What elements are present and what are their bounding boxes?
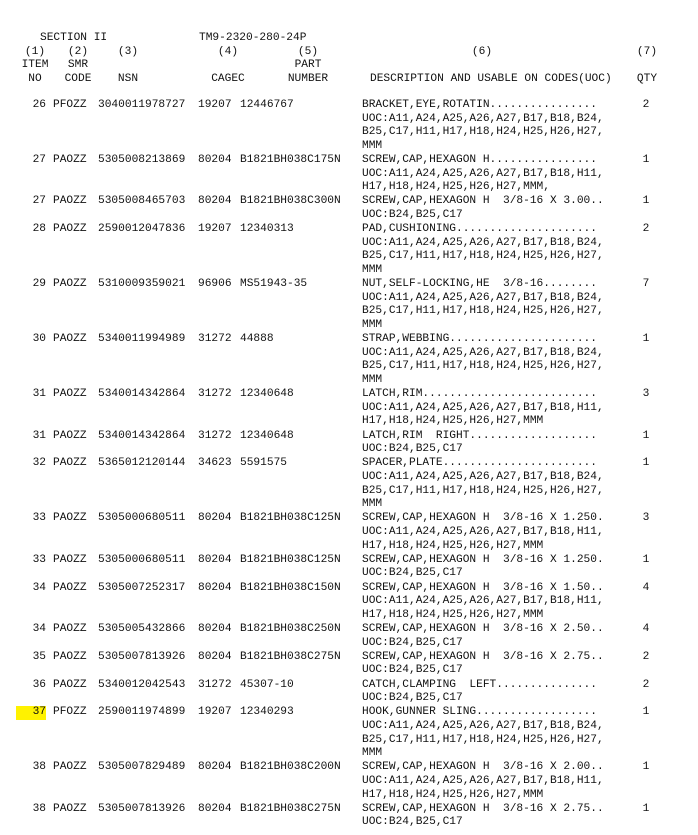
nsn: 5340014342864 xyxy=(98,388,186,401)
smr-code: PAOZZ xyxy=(53,388,87,401)
item-number: 31 xyxy=(32,429,46,442)
description: BRACKET,EYE,ROTATIN................ xyxy=(362,99,597,111)
usable-on-codes: MMM xyxy=(362,747,383,760)
col4-label: CAGEC xyxy=(211,73,245,85)
quantity: 4 xyxy=(642,623,650,635)
nsn: 5305007829489 xyxy=(98,761,186,774)
nsn: 3040011978727 xyxy=(98,99,186,111)
nsn: 5305000680511 xyxy=(98,512,186,525)
usable-on-codes: H17,H18,H24,H25,H26,H27,MMM xyxy=(362,539,544,552)
usable-on-codes: H17,H18,H24,H25,H26,H27,MMM xyxy=(362,788,544,801)
table-row xyxy=(0,554,698,581)
item-number: 29 xyxy=(32,278,46,291)
col5-label-line2: PART xyxy=(294,59,322,71)
col1-label-line3: NO xyxy=(28,73,42,85)
nsn: 5340012042543 xyxy=(98,678,186,691)
part-number: B1821BH038C175N xyxy=(240,154,341,166)
smr-code: PAOZZ xyxy=(53,429,87,442)
usable-on-codes: MMM xyxy=(362,263,383,276)
smr-code: PAOZZ xyxy=(53,761,87,774)
item-number: 26 xyxy=(32,99,46,111)
description: LATCH,RIM.......................... xyxy=(362,388,597,401)
part-number: 45307-10 xyxy=(240,678,294,691)
description: SCREW,CAP,HEXAGON H 3/8-16 X 1.250. xyxy=(362,512,604,525)
table-row xyxy=(0,582,698,623)
usable-on-codes: UOC:B24,B25,C17 xyxy=(362,208,463,221)
cage-code: 80204 xyxy=(198,650,232,663)
usable-on-codes: UOC:A11,A24,A25,A26,A27,B17,B18,B24, xyxy=(362,236,604,249)
col5-label-line3: NUMBER xyxy=(287,73,329,85)
description: SCREW,CAP,HEXAGON H 3/8-16 X 2.75.. xyxy=(362,802,604,815)
item-number: 34 xyxy=(32,623,46,635)
manual-number: TM9-2320-280-24P xyxy=(199,32,307,44)
smr-code: PAOZZ xyxy=(53,333,87,346)
usable-on-codes: B25,C17,H11,H17,H18,H24,H25,H26,H27, xyxy=(362,484,604,497)
smr-code: PAOZZ xyxy=(53,623,87,635)
usable-on-codes: UOC:A11,A24,A25,A26,A27,B17,B18,H11, xyxy=(362,401,604,414)
nsn: 5305000680511 xyxy=(98,553,186,566)
description: SCREW,CAP,HEXAGON H 3/8-16 X 3.00.. xyxy=(362,195,604,208)
nsn: 5305007813926 xyxy=(98,650,186,663)
part-number: B1821BH038C125N xyxy=(240,553,341,566)
usable-on-codes: UOC:B24,B25,C17 xyxy=(362,567,463,580)
part-number: B1821BH038C275N xyxy=(240,802,341,815)
table-row xyxy=(0,761,698,802)
col5-number: (5) xyxy=(297,46,319,58)
usable-on-codes: MMM xyxy=(362,498,383,511)
cage-code: 80204 xyxy=(198,761,232,774)
nsn: 5340014342864 xyxy=(98,429,186,442)
part-number: B1821BH038C300N xyxy=(240,195,341,208)
smr-code: PAOZZ xyxy=(53,650,87,663)
quantity: 1 xyxy=(642,706,650,719)
usable-on-codes: UOC:B24,B25,C17 xyxy=(362,636,463,649)
usable-on-codes: UOC:A11,A24,A25,A26,A27,B17,B18,B24, xyxy=(362,470,604,483)
table-row xyxy=(0,195,698,222)
usable-on-codes: UOC:A11,A24,A25,A26,A27,B17,B18,H11, xyxy=(362,774,604,787)
cage-code: 80204 xyxy=(198,195,232,208)
usable-on-codes: UOC:B24,B25,C17 xyxy=(362,443,463,456)
quantity: 3 xyxy=(642,512,650,525)
table-row xyxy=(0,623,698,650)
usable-on-codes: UOC:A11,A24,A25,A26,A27,B17,B18,B24, xyxy=(362,291,604,304)
nsn: 5305008213869 xyxy=(98,154,186,166)
quantity: 1 xyxy=(642,333,650,346)
section-label: SECTION II xyxy=(40,32,108,44)
table-row xyxy=(0,278,698,332)
cage-code: 31272 xyxy=(198,333,232,346)
cage-code: 19207 xyxy=(198,706,232,719)
table-row xyxy=(0,99,698,153)
col3-number: (3) xyxy=(117,46,139,58)
description: NUT,SELF-LOCKING,HE 3/8-16........ xyxy=(362,278,597,291)
description: SCREW,CAP,HEXAGON H 3/8-16 X 2.00.. xyxy=(362,761,604,774)
nsn: 5310009359021 xyxy=(98,278,186,291)
description: SCREW,CAP,HEXAGON H 3/8-16 X 2.75.. xyxy=(362,650,604,663)
item-number: 27 xyxy=(32,154,46,166)
col1-label-line2: ITEM xyxy=(21,59,49,71)
smr-code: PAOZZ xyxy=(53,195,87,208)
quantity: 1 xyxy=(642,195,650,208)
usable-on-codes: UOC:B24,B25,C17 xyxy=(362,664,463,677)
col2-number: (2) xyxy=(67,46,89,58)
quantity: 1 xyxy=(642,429,650,442)
usable-on-codes: UOC:A11,A24,A25,A26,A27,B17,B18,H11, xyxy=(362,167,604,180)
cage-code: 80204 xyxy=(198,154,232,166)
item-number: 31 xyxy=(32,388,46,401)
nsn: 5305005432866 xyxy=(98,623,186,635)
smr-code: PFOZZ xyxy=(53,99,87,111)
smr-code: PAOZZ xyxy=(53,553,87,566)
cage-code: 80204 xyxy=(198,802,232,815)
item-number: 38 xyxy=(32,802,46,815)
part-number: B1821BH038C200N xyxy=(240,761,341,774)
nsn: 5305007813926 xyxy=(98,802,186,815)
item-number: 27 xyxy=(32,195,46,208)
part-number: B1821BH038C275N xyxy=(240,650,341,663)
usable-on-codes: H17,H18,H24,H25,H26,H27,MMM xyxy=(362,415,544,428)
usable-on-codes: B25,C17,H11,H17,H18,H24,H25,H26,H27, xyxy=(362,733,604,746)
cage-code: 96906 xyxy=(198,278,232,291)
col3-label: NSN xyxy=(117,73,139,85)
usable-on-codes: MMM xyxy=(362,373,383,386)
description: SCREW,CAP,HEXAGON H................ xyxy=(362,154,597,166)
table-row xyxy=(0,706,698,760)
part-number: 12340313 xyxy=(240,223,294,236)
quantity: 1 xyxy=(642,802,650,815)
item-number: 38 xyxy=(32,761,46,774)
table-row xyxy=(0,333,698,387)
part-number: 12340648 xyxy=(240,388,294,401)
description: STRAP,WEBBING...................... xyxy=(362,333,597,346)
table-row xyxy=(0,512,698,553)
description: SPACER,PLATE....................... xyxy=(362,457,597,470)
cage-code: 31272 xyxy=(198,429,232,442)
quantity: 4 xyxy=(642,581,650,594)
col4-number: (4) xyxy=(217,46,239,58)
cage-code: 34623 xyxy=(198,457,232,470)
quantity: 1 xyxy=(642,154,650,166)
usable-on-codes: MMM xyxy=(362,318,383,331)
part-number: MS51943-35 xyxy=(240,278,308,291)
part-number: 12340648 xyxy=(240,429,294,442)
nsn: 2590011974899 xyxy=(98,706,186,719)
smr-code: PAOZZ xyxy=(53,278,87,291)
nsn: 5365012120144 xyxy=(98,457,186,470)
quantity: 1 xyxy=(642,761,650,774)
nsn: 2590012047836 xyxy=(98,223,186,236)
quantity: 2 xyxy=(642,650,650,663)
table-row xyxy=(0,803,698,830)
quantity: 2 xyxy=(642,99,650,111)
cage-code: 80204 xyxy=(198,512,232,525)
cage-code: 80204 xyxy=(198,553,232,566)
table-row xyxy=(0,457,698,511)
quantity: 2 xyxy=(642,223,650,236)
cage-code: 19207 xyxy=(198,99,232,111)
item-number: 37 xyxy=(16,706,46,720)
quantity: 2 xyxy=(642,678,650,691)
cage-code: 80204 xyxy=(198,581,232,594)
item-number: 34 xyxy=(32,581,46,594)
usable-on-codes: UOC:A11,A24,A25,A26,A27,B17,B18,H11, xyxy=(362,595,604,608)
item-number: 28 xyxy=(32,223,46,236)
description: SCREW,CAP,HEXAGON H 3/8-16 X 1.250. xyxy=(362,553,604,566)
item-number: 32 xyxy=(32,457,46,470)
quantity: 1 xyxy=(642,553,650,566)
col6-number: (6) xyxy=(471,46,493,58)
nsn: 5305008465703 xyxy=(98,195,186,208)
quantity: 7 xyxy=(642,278,650,291)
table-row xyxy=(0,154,698,195)
usable-on-codes: B25,C17,H11,H17,H18,H24,H25,H26,H27, xyxy=(362,305,604,318)
part-number: 44888 xyxy=(240,333,274,346)
table-row xyxy=(0,430,698,457)
usable-on-codes: UOC:A11,A24,A25,A26,A27,B17,B18,H11, xyxy=(362,525,604,538)
usable-on-codes: B25,C17,H11,H17,H18,H24,H25,H26,H27, xyxy=(362,126,604,139)
nsn: 5340011994989 xyxy=(98,333,186,346)
smr-code: PAOZZ xyxy=(53,223,87,236)
usable-on-codes: H17,H18,H24,H25,H26,H27,MMM xyxy=(362,608,544,621)
usable-on-codes: UOC:B24,B25,C17 xyxy=(362,816,463,829)
usable-on-codes: UOC:A11,A24,A25,A26,A27,B17,B18,B24, xyxy=(362,346,604,359)
part-number: 5591575 xyxy=(240,457,287,470)
table-row xyxy=(0,679,698,706)
smr-code: PAOZZ xyxy=(53,678,87,691)
part-number: B1821BH038C250N xyxy=(240,623,341,635)
usable-on-codes: UOC:A11,A24,A25,A26,A27,B17,B18,B24, xyxy=(362,112,604,125)
part-number: 12446767 xyxy=(240,99,294,111)
table-row xyxy=(0,651,698,678)
quantity: 3 xyxy=(642,388,650,401)
smr-code: PFOZZ xyxy=(53,706,87,719)
usable-on-codes: MMM xyxy=(362,139,383,152)
smr-code: PAOZZ xyxy=(53,154,87,166)
item-number: 33 xyxy=(32,512,46,525)
cage-code: 80204 xyxy=(198,623,232,635)
col2-label-line3: CODE xyxy=(64,73,92,85)
part-number: 12340293 xyxy=(240,706,294,719)
table-row xyxy=(0,223,698,277)
smr-code: PAOZZ xyxy=(53,802,87,815)
item-number: 33 xyxy=(32,553,46,566)
description: PAD,CUSHIONING..................... xyxy=(362,223,597,236)
quantity: 1 xyxy=(642,457,650,470)
item-number: 36 xyxy=(32,678,46,691)
nsn: 5305007252317 xyxy=(98,581,186,594)
usable-on-codes: UOC:B24,B25,C17 xyxy=(362,692,463,705)
smr-code: PAOZZ xyxy=(53,457,87,470)
part-number: B1821BH038C125N xyxy=(240,512,341,525)
col2-label-line2: SMR xyxy=(67,59,89,71)
part-number: B1821BH038C150N xyxy=(240,581,341,594)
cage-code: 31272 xyxy=(198,388,232,401)
description: SCREW,CAP,HEXAGON H 3/8-16 X 2.50.. xyxy=(362,623,604,635)
item-number: 35 xyxy=(32,650,46,663)
cage-code: 31272 xyxy=(198,678,232,691)
col7-number: (7) xyxy=(636,46,658,58)
description: HOOK,GUNNER SLING.................. xyxy=(362,706,597,719)
description: CATCH,CLAMPING LEFT............... xyxy=(362,678,597,691)
usable-on-codes: H17,H18,H24,H25,H26,H27,MMM, xyxy=(362,181,550,194)
usable-on-codes: UOC:A11,A24,A25,A26,A27,B17,B18,B24, xyxy=(362,719,604,732)
usable-on-codes: B25,C17,H11,H17,H18,H24,H25,H26,H27, xyxy=(362,250,604,263)
item-number: 30 xyxy=(32,333,46,346)
table-row xyxy=(0,388,698,429)
usable-on-codes: B25,C17,H11,H17,H18,H24,H25,H26,H27, xyxy=(362,360,604,373)
cage-code: 19207 xyxy=(198,223,232,236)
smr-code: PAOZZ xyxy=(53,512,87,525)
description: SCREW,CAP,HEXAGON H 3/8-16 X 1.50.. xyxy=(362,581,604,594)
col6-label: DESCRIPTION AND USABLE ON CODES(UOC) xyxy=(370,73,612,85)
smr-code: PAOZZ xyxy=(53,581,87,594)
col7-label: QTY xyxy=(636,73,658,85)
description: LATCH,RIM RIGHT................... xyxy=(362,429,597,442)
col1-number: (1) xyxy=(24,46,46,58)
